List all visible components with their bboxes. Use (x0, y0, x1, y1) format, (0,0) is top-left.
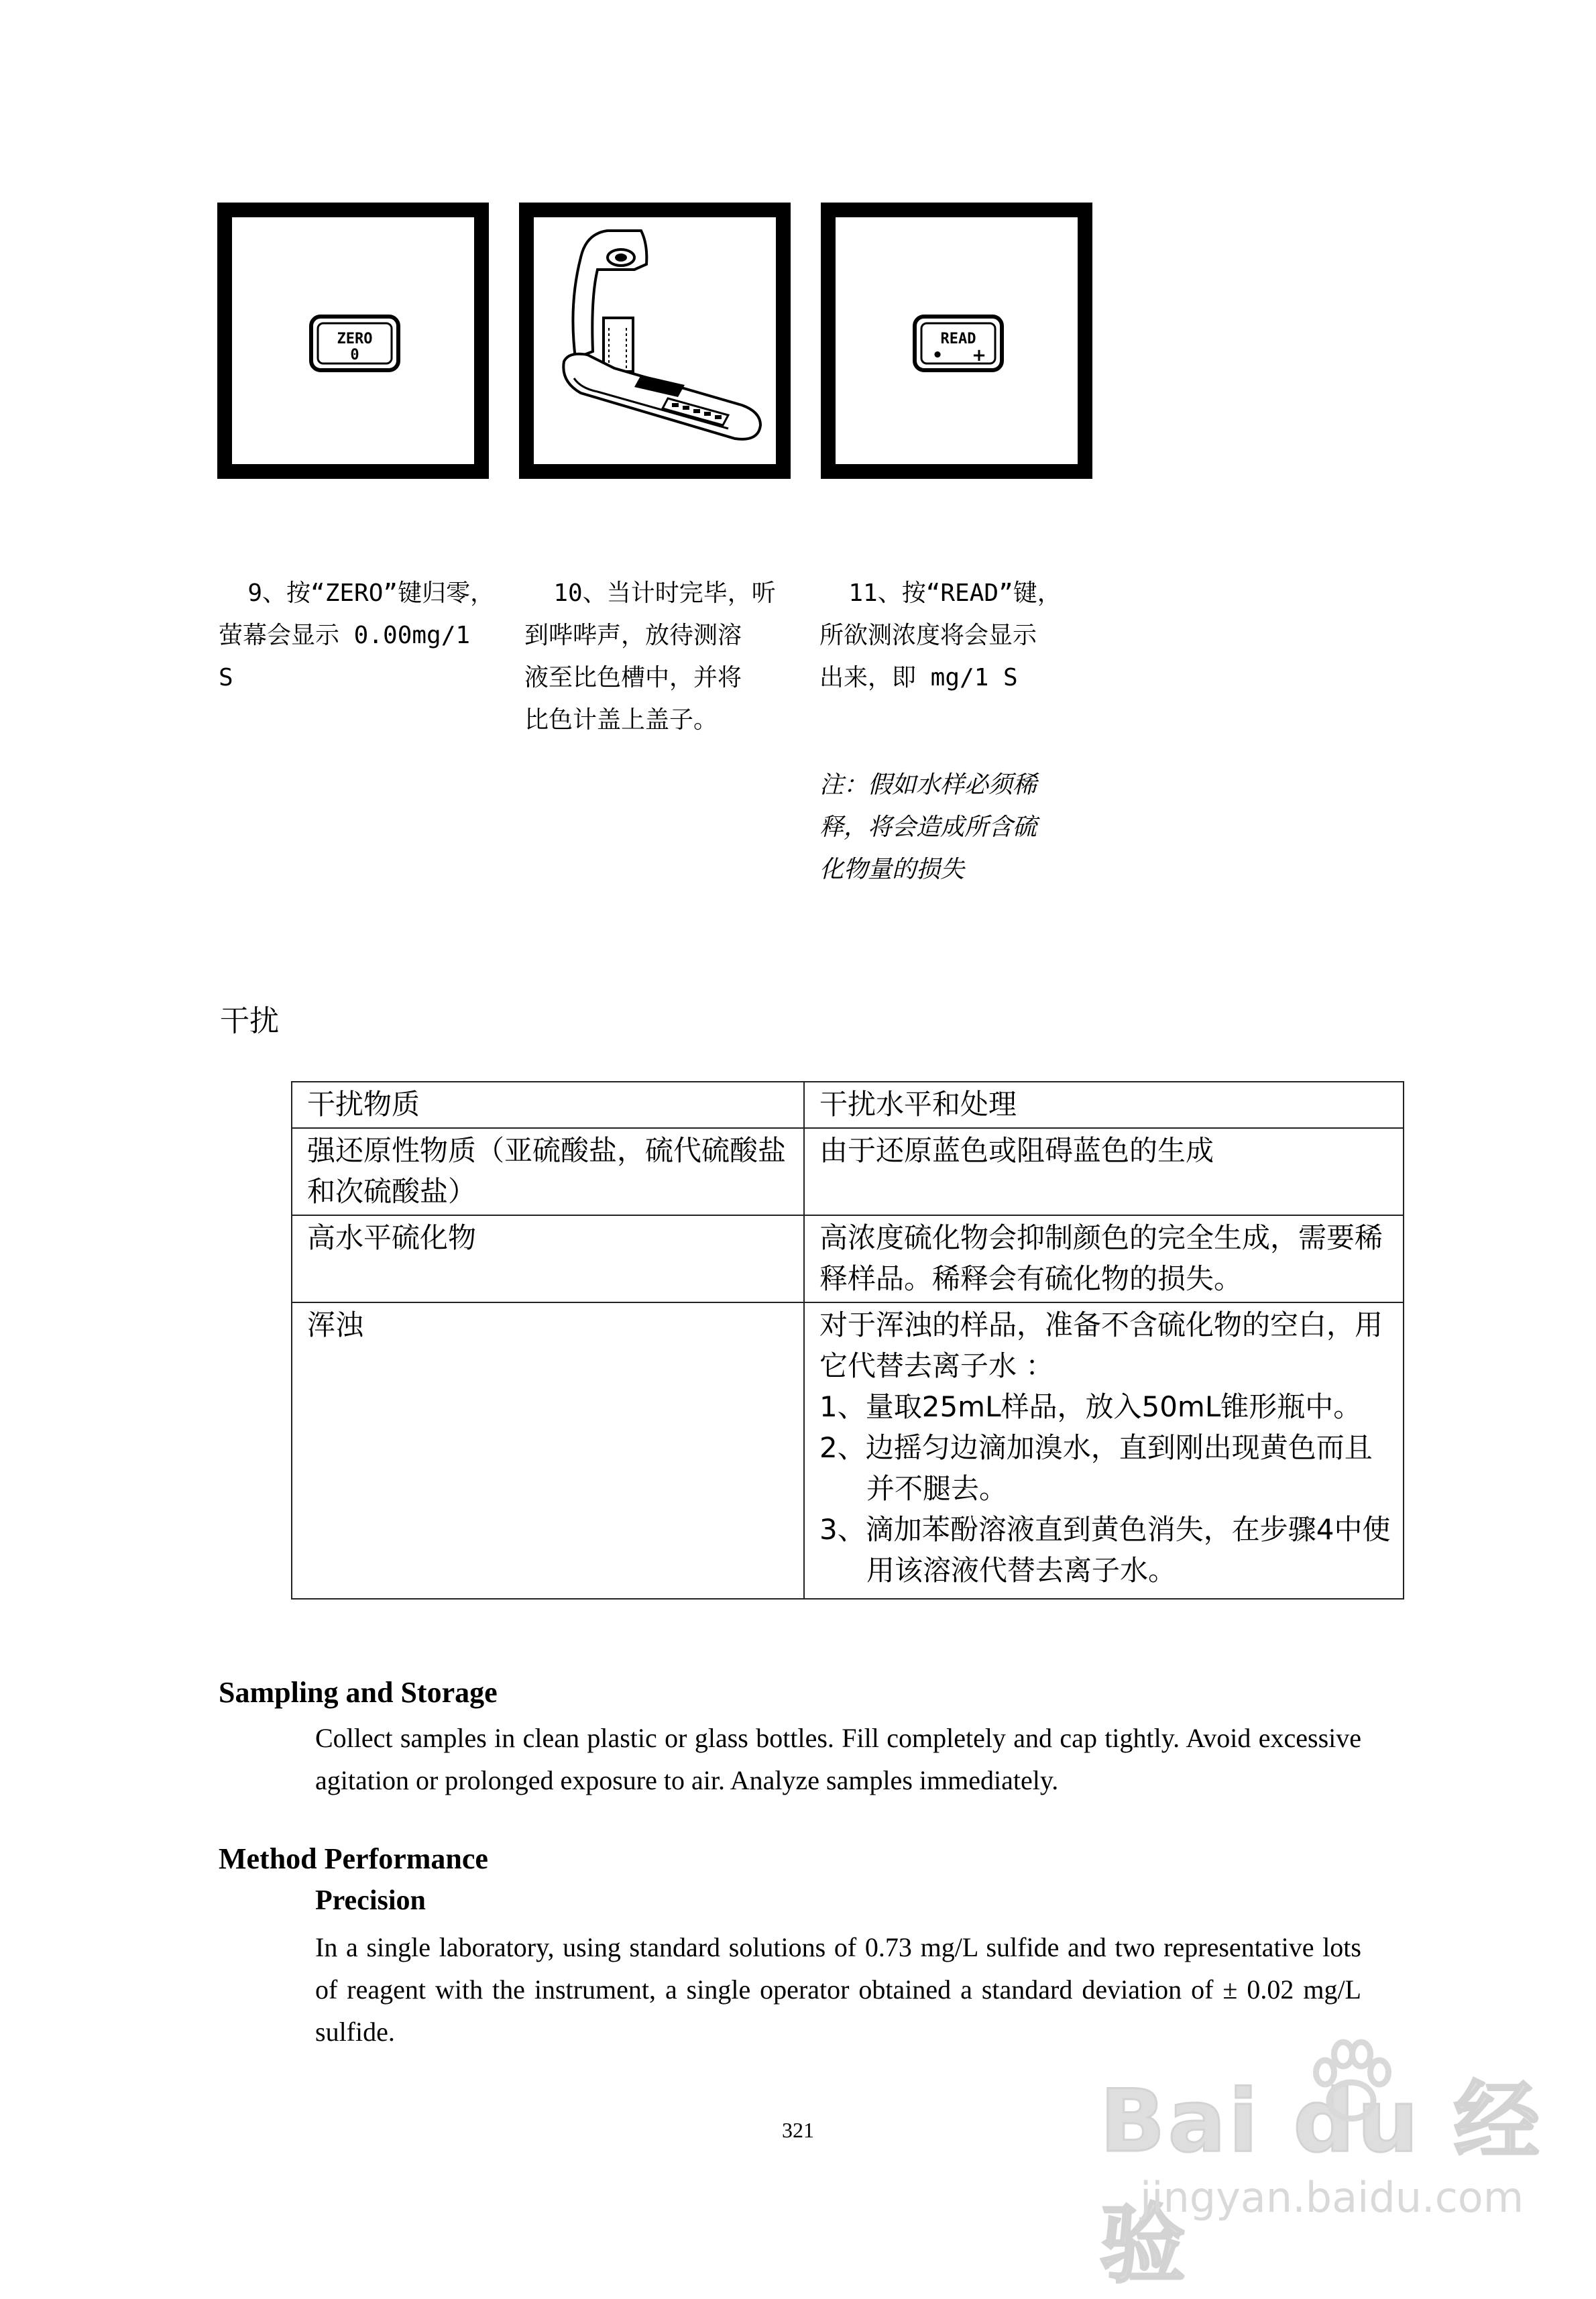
step-11-caption (819, 530, 1101, 933)
table-row (292, 1302, 1404, 1599)
turbidity-step-2: 2、边摇匀边滴加溴水，直到刚出现黄色而且并不腿去。 (819, 1431, 1373, 1505)
sampling-heading: Sampling and Storage (219, 1676, 498, 1709)
interference-title: 干扰 (220, 1004, 279, 1038)
table-row (292, 1215, 1404, 1302)
row-1-substance: 强还原性物质（亚硫酸盐，硫代硫酸盐和次硫酸盐） (292, 1128, 804, 1215)
watermark-brand: Bai du 经验 (1100, 2072, 1542, 2295)
step-11-note: 注：假如水样必须稀 释，将会造成所含硫 化物量的损失 (819, 771, 1037, 883)
baidu-watermark (1100, 2025, 1583, 2295)
turbidity-step-3: 3、滴加苯酚溶液直到黄色消失，在步骤4中使用该溶液代替去离子水。 (819, 1513, 1391, 1587)
header-treatment: 干扰水平和处理 (804, 1082, 1404, 1128)
table-header-row (292, 1082, 1404, 1128)
row-3-treatment-cell (804, 1302, 1404, 1599)
read-key-plus: + (972, 345, 986, 366)
row-2-treatment: 高浓度硫化物会抑制颜色的完全生成，需要稀释样品。稀释会有硫化物的损失。 (804, 1215, 1404, 1302)
interference-table (291, 1081, 1404, 1600)
watermark-url: jingyan.baidu.com (1140, 2173, 1524, 2222)
read-key-dot: • (931, 345, 944, 366)
step-11-illustration (821, 203, 1092, 479)
step-10-illustration (519, 203, 791, 479)
zero-key-icon (232, 217, 474, 464)
zero-key-label: ZERO (337, 331, 373, 347)
colorimeter-icon (534, 217, 776, 464)
row-3-treatment: 对于浑浊的样品，准备不含硫化物的空白，用它代替去离子水 ： (819, 1308, 1383, 1382)
step-9-caption (219, 530, 500, 699)
turbidity-steps (819, 1386, 1391, 1591)
step-10-text: 10、当计时完毕，听 到哔哔声，放待测溶 液至比色槽中，并将 比色计盖上盖子。 (524, 579, 776, 734)
row-1-treatment: 由于还原蓝色或阻碍蓝色的生成 (804, 1128, 1404, 1215)
precision-text: In a single laboratory, using standard solutions of 0.73 mg/L sulfide and two representative lots of reagent with the instrument, a single operator obtained a standard deviation of ± 0.02 mg/L sulfide. (315, 1932, 1361, 2047)
row-3-substance: 浑浊 (292, 1302, 804, 1599)
step-11-text: 11、按“READ”键， 所欲测浓度将会显示 出来，即 mg/1 S (819, 579, 1062, 691)
step-9-illustration (217, 203, 489, 479)
step-10-caption (524, 530, 806, 741)
step-9-text: 9、按“ZERO”键归零， 萤幕会显示 0.00mg/1 S (219, 579, 495, 691)
turbidity-step-1: 1、量取25mL样品，放入50mL锥形瓶中。 (819, 1390, 1362, 1423)
zero-key-sublabel: 0 (350, 347, 359, 363)
page-number: 321 (782, 2118, 814, 2142)
table-row (292, 1128, 1404, 1215)
performance-heading: Method Performance (219, 1842, 488, 1875)
read-key-label: READ (940, 331, 976, 347)
row-2-substance: 高水平硫化物 (292, 1215, 804, 1302)
precision-heading: Precision (315, 1885, 426, 1916)
sampling-text: Collect samples in clean plastic or glass bottles. Fill completely and cap tightly. Avoid excessive agitation or prolonged exposure to air. Analyze samples immediately. (315, 1723, 1361, 1795)
read-key-icon (836, 217, 1078, 464)
header-substance: 干扰物质 (292, 1082, 804, 1128)
